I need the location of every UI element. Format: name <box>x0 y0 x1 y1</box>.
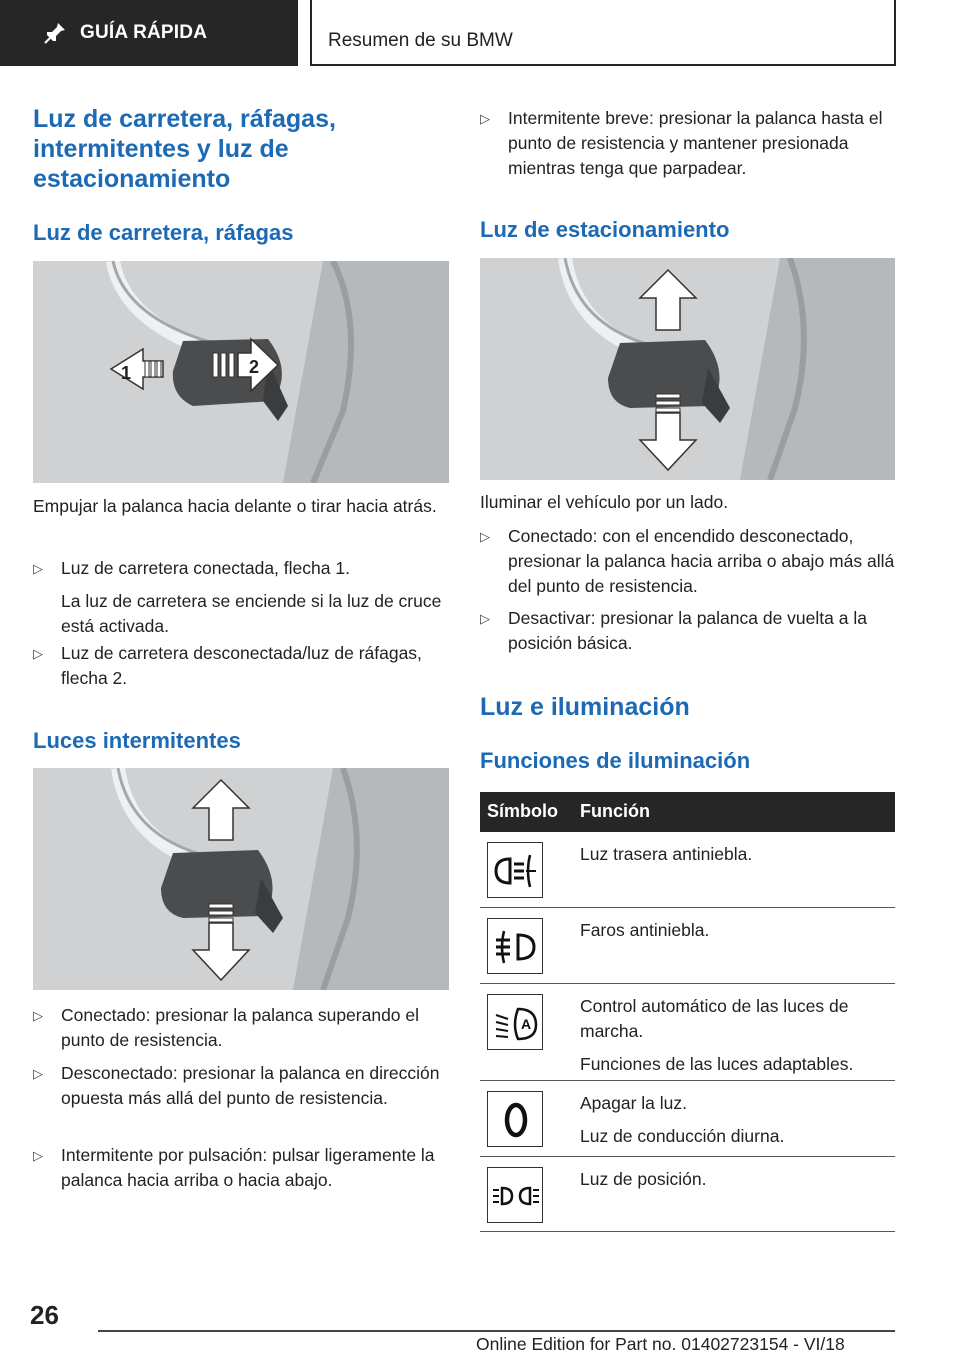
table-header <box>480 792 895 832</box>
function-text: Luz de posición. <box>580 1169 707 1189</box>
chapter-header <box>310 0 896 66</box>
heading-parking-light: Luz de estacionamiento <box>480 217 730 242</box>
page-title: Luz de carretera, ráfagas, intermitentes y luz de estacionamiento <box>33 105 336 193</box>
list-item: ▷ Desconectado: presionar la palanca en dirección opuesta más allá del punto de resistencia. <box>33 1063 440 1108</box>
triangle-bullet-icon: ▷ <box>480 529 490 544</box>
triangle-bullet-icon: ▷ <box>33 561 43 576</box>
heading-turn-signals: Luces intermitentes <box>33 728 241 753</box>
triangle-bullet-icon: ▷ <box>480 111 490 126</box>
list-item: ▷ Conectado: con el encendido desconectado, presionar la palanca hacia arriba o abajo más allá del punto de resistencia. <box>480 526 895 596</box>
table-row <box>480 832 895 908</box>
triangle-bullet-icon: ▷ <box>33 1066 43 1081</box>
function-text: Faros antiniebla. <box>580 920 710 940</box>
arrow-1-label: 1 <box>121 363 132 383</box>
lights-off-icon <box>487 1091 543 1147</box>
high-beam-lever-figure <box>33 261 449 483</box>
section-title: Luz e iluminación <box>480 693 690 721</box>
triangle-bullet-icon: ▷ <box>33 1008 43 1023</box>
auto-headlight-icon <box>487 994 543 1050</box>
footer-text: Online Edition for Part no. 01402723154 - VI/18 <box>476 1334 845 1354</box>
table-row <box>480 908 895 984</box>
page-number: 26 <box>30 1300 59 1330</box>
chapter-title: Resumen de su BMW <box>328 30 513 51</box>
turn-signal-lever-figure <box>33 768 449 990</box>
triangle-bullet-icon: ▷ <box>33 1148 43 1163</box>
pin-icon <box>42 20 68 46</box>
parking-light-icon <box>487 1167 543 1223</box>
high-beam-intro: Empujar la palanca hacia delante o tirar hacia atrás. <box>33 496 437 516</box>
arrow-2-label: 2 <box>249 357 260 377</box>
list-item: ▷ Intermitente breve: presionar la palanca hasta el punto de resistencia y mantener presionada mientras tenga que parpadear. <box>480 108 883 178</box>
table-row <box>480 1081 895 1157</box>
triangle-bullet-icon: ▷ <box>480 611 490 626</box>
rear-fog-light-icon <box>487 842 543 898</box>
front-fog-light-icon <box>487 918 543 974</box>
heading-high-beam: Luz de carretera, ráfagas <box>33 220 294 245</box>
section-label: GUÍA RÁPIDA <box>80 22 208 43</box>
parking-light-intro: Iluminar el vehículo por un lado. <box>480 492 729 512</box>
lighting-functions-table <box>480 792 895 1232</box>
svg-text:A: A <box>521 1016 532 1032</box>
list-item: ▷ Conectado: presionar la palanca superando el punto de resistencia. <box>33 1005 420 1050</box>
table-row <box>480 984 895 1081</box>
list-item: ▷ Luz de carretera conectada, flecha 1. La luz de carretera se enciende si la luz de cruce está activada. <box>33 558 442 636</box>
list-item: ▷ Luz de carretera desconectada/luz de ráfagas, flecha 2. <box>33 643 422 688</box>
section-tab <box>0 0 298 66</box>
parking-light-lever-figure <box>480 258 895 480</box>
list-item: ▷ Desactivar: presionar la palanca de vuelta a la posición básica. <box>480 608 867 653</box>
function-text: Apagar la luz. Luz de conducción diurna. <box>580 1093 785 1146</box>
heading-lighting-functions: Funciones de iluminación <box>480 748 751 773</box>
footer-rule <box>98 1330 895 1332</box>
function-text: Luz trasera antiniebla. <box>580 844 753 864</box>
function-text: Control automático de las luces de marcha. Funciones de las luces adaptables. <box>580 996 854 1074</box>
table-row <box>480 1157 895 1232</box>
list-item: ▷ Intermitente por pulsación: pulsar ligeramente la palanca hacia arriba o hacia abajo. <box>33 1145 435 1190</box>
col-function: Función <box>580 801 650 821</box>
triangle-bullet-icon: ▷ <box>33 646 43 661</box>
col-symbol: Símbolo <box>487 801 558 821</box>
